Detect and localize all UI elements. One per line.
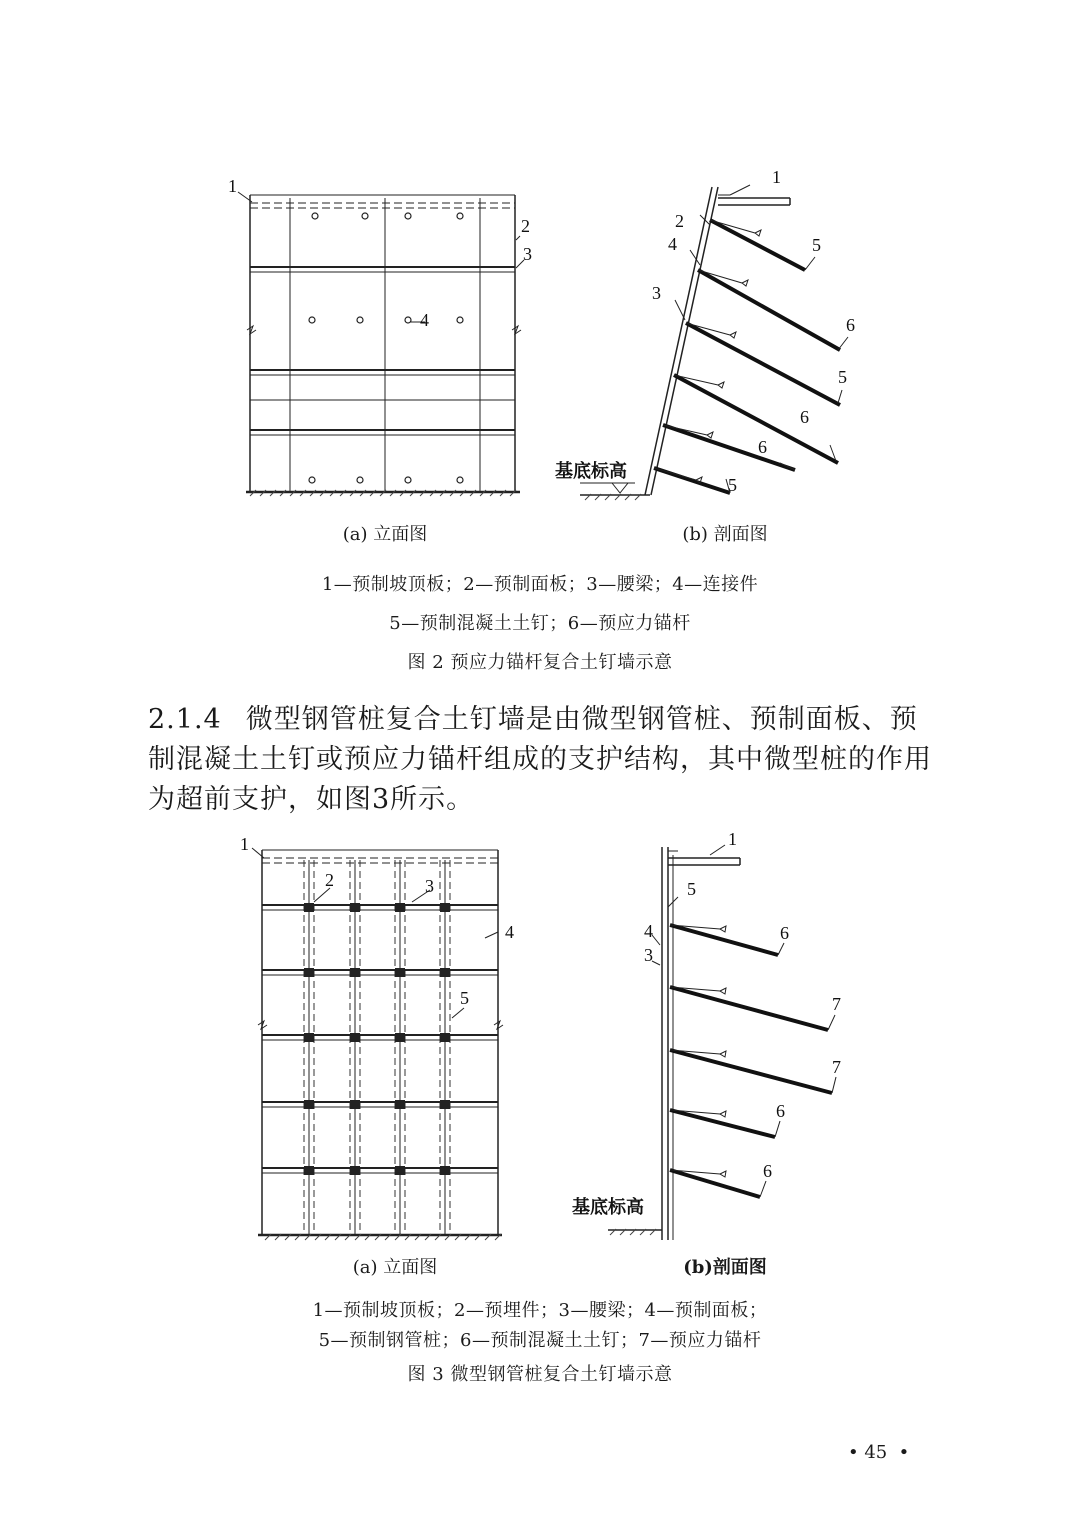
fig2-legend-line1: 1—预制坡顶板；2—预制面板；3—腰梁；4—连接件	[321, 574, 759, 595]
fig2b-label-5c: 5	[728, 475, 737, 495]
fig3a-label-5: 5	[460, 988, 469, 1008]
fig2a-subcaption: (a) 立面图	[342, 524, 428, 545]
fig2-legend-line2: 5—预制混凝土土钉；6—预应力锚杆	[389, 613, 691, 634]
fig3b-label-7b: 7	[832, 1057, 841, 1077]
fig2b-label-6b: 6	[800, 407, 809, 427]
fig2b-base-level: 基底标高	[555, 461, 627, 481]
fig2b-label-2: 2	[675, 211, 684, 231]
fig3b-label-1: 1	[728, 829, 737, 849]
fig3b-label-7a: 7	[832, 994, 841, 1014]
fig3a-label-3: 3	[425, 876, 434, 896]
fig2b-label-1: 1	[772, 167, 781, 187]
section-text-line1: 微型钢管桩复合土钉墙是由微型钢管桩、预制面板、预	[245, 704, 918, 735]
fig3b-label-6a: 6	[780, 923, 789, 943]
section-number: 2.1.4	[148, 704, 222, 735]
figure3-elevation-drawing	[230, 830, 540, 1250]
fig3-caption: 图 3 微型钢管桩复合土钉墙示意	[407, 1364, 673, 1385]
fig3-legend-line1: 1—预制坡顶板；2—预埋件；3—腰梁；4—预制面板；	[312, 1300, 768, 1321]
figure2-section-drawing	[550, 165, 880, 515]
section-text-line3: 为超前支护，如图3所示。	[148, 784, 475, 815]
fig3a-subcaption: (a) 立面图	[352, 1257, 438, 1278]
page-number: • 45 •	[848, 1442, 910, 1463]
fig3b-label-3: 3	[644, 945, 653, 965]
fig2a-label-3: 3	[523, 244, 532, 264]
fig3b-label-5: 5	[687, 879, 696, 899]
fig2b-label-5b: 5	[838, 367, 847, 387]
fig2b-label-3: 3	[652, 283, 661, 303]
fig3a-label-2: 2	[325, 870, 334, 890]
fig3b-label-4: 4	[644, 921, 653, 941]
fig2b-label-6a: 6	[846, 315, 855, 335]
figure2-elevation-drawing	[220, 170, 550, 510]
fig3b-label-6c: 6	[763, 1161, 772, 1181]
fig2-caption: 图 2 预应力锚杆复合土钉墙示意	[407, 652, 673, 673]
fig2b-label-5a: 5	[812, 235, 821, 255]
fig2b-subcaption: (b) 剖面图	[682, 524, 768, 545]
fig2a-label-2: 2	[521, 216, 530, 236]
section-text-line2: 制混凝土土钉或预应力锚杆组成的支护结构，其中微型桩的作用	[148, 744, 932, 775]
fig2a-label-4: 4	[420, 310, 429, 330]
fig3b-label-6b: 6	[776, 1101, 785, 1121]
fig2b-label-4: 4	[668, 234, 677, 254]
fig3a-label-4: 4	[505, 922, 514, 942]
figure3-section-drawing	[560, 825, 880, 1245]
fig3-legend-line2: 5—预制钢管桩；6—预制混凝土土钉；7—预应力锚杆	[318, 1330, 762, 1351]
section-2-1-4-line1	[148, 700, 948, 740]
fig2a-label-1: 1	[228, 176, 237, 196]
fig3b-subcaption: (b)剖面图	[683, 1257, 767, 1278]
fig3b-base-level: 基底标高	[572, 1197, 644, 1217]
fig3a-label-1: 1	[240, 834, 249, 854]
fig2b-label-6c: 6	[758, 437, 767, 457]
